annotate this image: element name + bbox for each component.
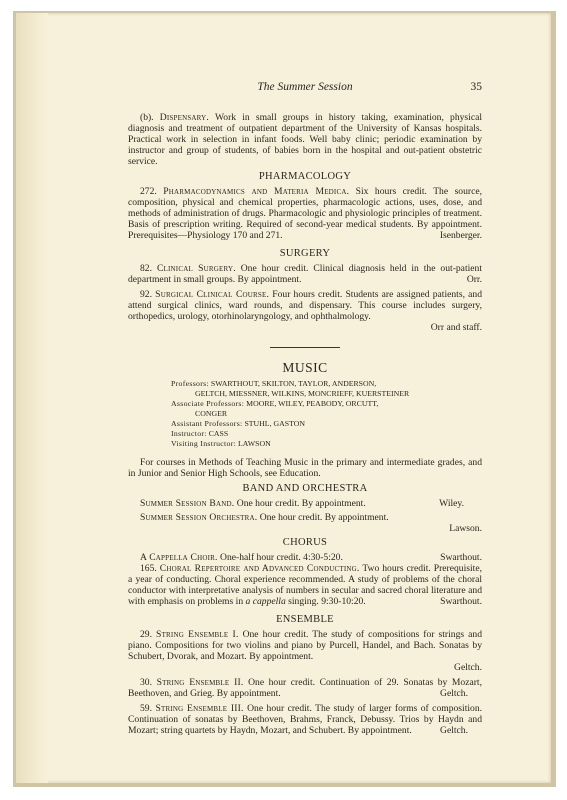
faculty-list — [171, 379, 482, 449]
course-29 — [128, 629, 482, 673]
running-header — [128, 82, 482, 100]
course-number: 165. — [140, 563, 160, 574]
course-description: One hour credit. By appointment. — [257, 512, 389, 523]
section-heading-surgery: SURGERY — [279, 248, 331, 259]
running-title: The Summer Session — [257, 81, 353, 93]
course-name: Pharmacodynamics and Materia Medica. — [163, 186, 350, 197]
course-number: 30. — [140, 677, 157, 688]
page-number: 35 — [470, 81, 482, 93]
course-description: Work in small groups in history taking, examination, physical diagnosis and treatment of outpatient department of the University of Kansas hospitals. Practical work in selection in infant foods. Well baby clinic; periodic examination by instructor and group of students, of babies born in the hospital and out-patient obstetric service. — [128, 112, 482, 167]
section-heading-pharmacology: PHARMACOLOGY — [258, 171, 352, 182]
course-description: One hour credit. The study of larger forms of composition. Continuation of sonatas by Beethoven, Brahms, Franck, Debussy. Trios by Haydn and Mozart; string quartets by Haydn, Mozart, and Schubert. By appointment. — [128, 703, 483, 736]
faculty-instructor — [171, 429, 482, 439]
course-272 — [128, 186, 482, 241]
italic-term: a cappella — [245, 596, 286, 607]
course-instructor: Geltch. — [440, 688, 468, 699]
course-name: Dispensary. — [159, 112, 210, 123]
item-letter: (b). — [140, 112, 160, 123]
course-name: Summer Session Orchestra. — [140, 512, 258, 523]
course-name: String Ensemble II. — [156, 677, 244, 688]
course-number: 272. — [140, 186, 164, 197]
course-name: Clinical Surgery. — [156, 263, 236, 274]
course-number: 29. — [140, 629, 157, 640]
course-instructor: Orr and staff. — [430, 322, 482, 333]
course-instructor: Wiley. — [439, 498, 464, 509]
faculty-names: GELTCH, MIESSNER, WILKINS, MONCRIEFF, KUERSTEINER — [195, 389, 410, 398]
course-description: One hour credit. Clinical diagnosis held in the out-patient department in small groups. By appointment. — [128, 263, 482, 285]
course-name: A Cappella Choir. — [140, 552, 218, 563]
course-description: One hour credit. The study of compositions for strings and piano. Compositions for two violins and piano by Purcell, Handel, and Bach. Sonatas by Schubert, Dvorak, and Mozart. By appointment. — [128, 629, 482, 662]
faculty-label: Professors: — [171, 379, 209, 388]
music-note: For courses in Methods of Teaching Music in the primary and intermediate grades, and in Junior and Senior High Schools, see Education. — [128, 457, 482, 479]
faculty-professors — [171, 379, 482, 399]
section-divider — [270, 347, 340, 348]
course-instructor: Isenberger. — [439, 230, 482, 241]
course-instructor: Swarthout. — [440, 552, 482, 563]
section-heading-ensemble: ENSEMBLE — [276, 614, 334, 625]
dispensary-paragraph — [128, 112, 482, 167]
course-165 — [128, 563, 482, 607]
course-description: Six hours credit. The source, composition, physical and chemical properties, pharmacologic actions, uses, dose, and methods of administration of drugs. Pharmacologic and physiologic principles of treatment. Basis of prescription writing. Required of second-year medical students. By appointment. Prerequisites—Physiology 170 and 271. — [128, 186, 483, 241]
faculty-label: Visiting Instructor: — [171, 439, 237, 448]
page-content — [128, 82, 482, 740]
faculty-names: LAWSON — [236, 439, 271, 448]
section-heading-chorus: CHORUS — [282, 537, 328, 548]
page-gutter — [16, 13, 48, 783]
course-description: One-half hour credit. 4:30-5:20. — [217, 552, 343, 563]
course-instructor: Orr. — [466, 274, 482, 285]
course-59 — [128, 703, 482, 736]
course-30 — [128, 677, 482, 699]
course-number: 82. — [140, 263, 157, 274]
course-instructor: Geltch. — [440, 725, 468, 736]
course-description: Four hours credit. Students are assigned patients, and attend surgical clinics, ward rounds, and dispensary. This course includes surgery, orthopedics, urology, otorhinolaryngology, and ophthalmology. — [128, 289, 482, 322]
course-name: String Ensemble I. — [156, 629, 239, 640]
course-instructor: Swarthout. — [440, 596, 482, 607]
faculty-label: Associate Professors: — [171, 399, 245, 408]
faculty-names: MOORE, WILEY, PEABODY, ORCUTT, — [244, 399, 379, 408]
course-82 — [128, 263, 482, 285]
course-orchestra — [128, 512, 482, 534]
section-heading-band-orchestra: BAND AND ORCHESTRA — [242, 483, 368, 494]
course-name: Surgical Clinical Course. — [155, 289, 270, 300]
course-description-tail: singing. 9:30-10:20. — [285, 596, 366, 607]
course-name: String Ensemble III. — [155, 703, 244, 714]
course-instructor: Geltch. — [454, 662, 482, 673]
faculty-assistant — [171, 419, 482, 429]
faculty-names: SWARTHOUT, SKILTON, TAYLOR, ANDERSON, — [208, 379, 377, 388]
course-name: Choral Repertoire and Advanced Conducting. — [159, 563, 360, 574]
course-number: 92. — [140, 289, 156, 300]
course-description: Two hours credit. Prerequisite, a year of conducting. Choral experience recommended. A study of problems of the choral conductor with interpretative analysis of numbers in secular and sacred choral literature and with emphasis on problems in — [128, 563, 482, 607]
faculty-names: CASS — [206, 429, 229, 438]
course-instructor: Lawson. — [449, 523, 482, 534]
faculty-associate — [171, 399, 482, 419]
faculty-names: CONGER — [195, 409, 228, 418]
course-description: One hour credit. Continuation of 29. Sonatas by Mozart, Beethoven, and Grieg. By appointment. — [128, 677, 483, 699]
course-name: Summer Session Band. — [140, 498, 235, 509]
faculty-label: Instructor: — [171, 429, 207, 438]
course-band — [128, 498, 482, 509]
course-a-cappella — [128, 552, 482, 563]
faculty-names: STUHL, GASTON — [242, 419, 305, 428]
faculty-label: Assistant Professors: — [171, 419, 243, 428]
course-description: One hour credit. By appointment. — [234, 498, 366, 509]
course-number: 59. — [140, 703, 156, 714]
course-92 — [128, 289, 482, 333]
department-heading-music: MUSIC — [282, 360, 328, 375]
faculty-visiting — [171, 439, 482, 449]
